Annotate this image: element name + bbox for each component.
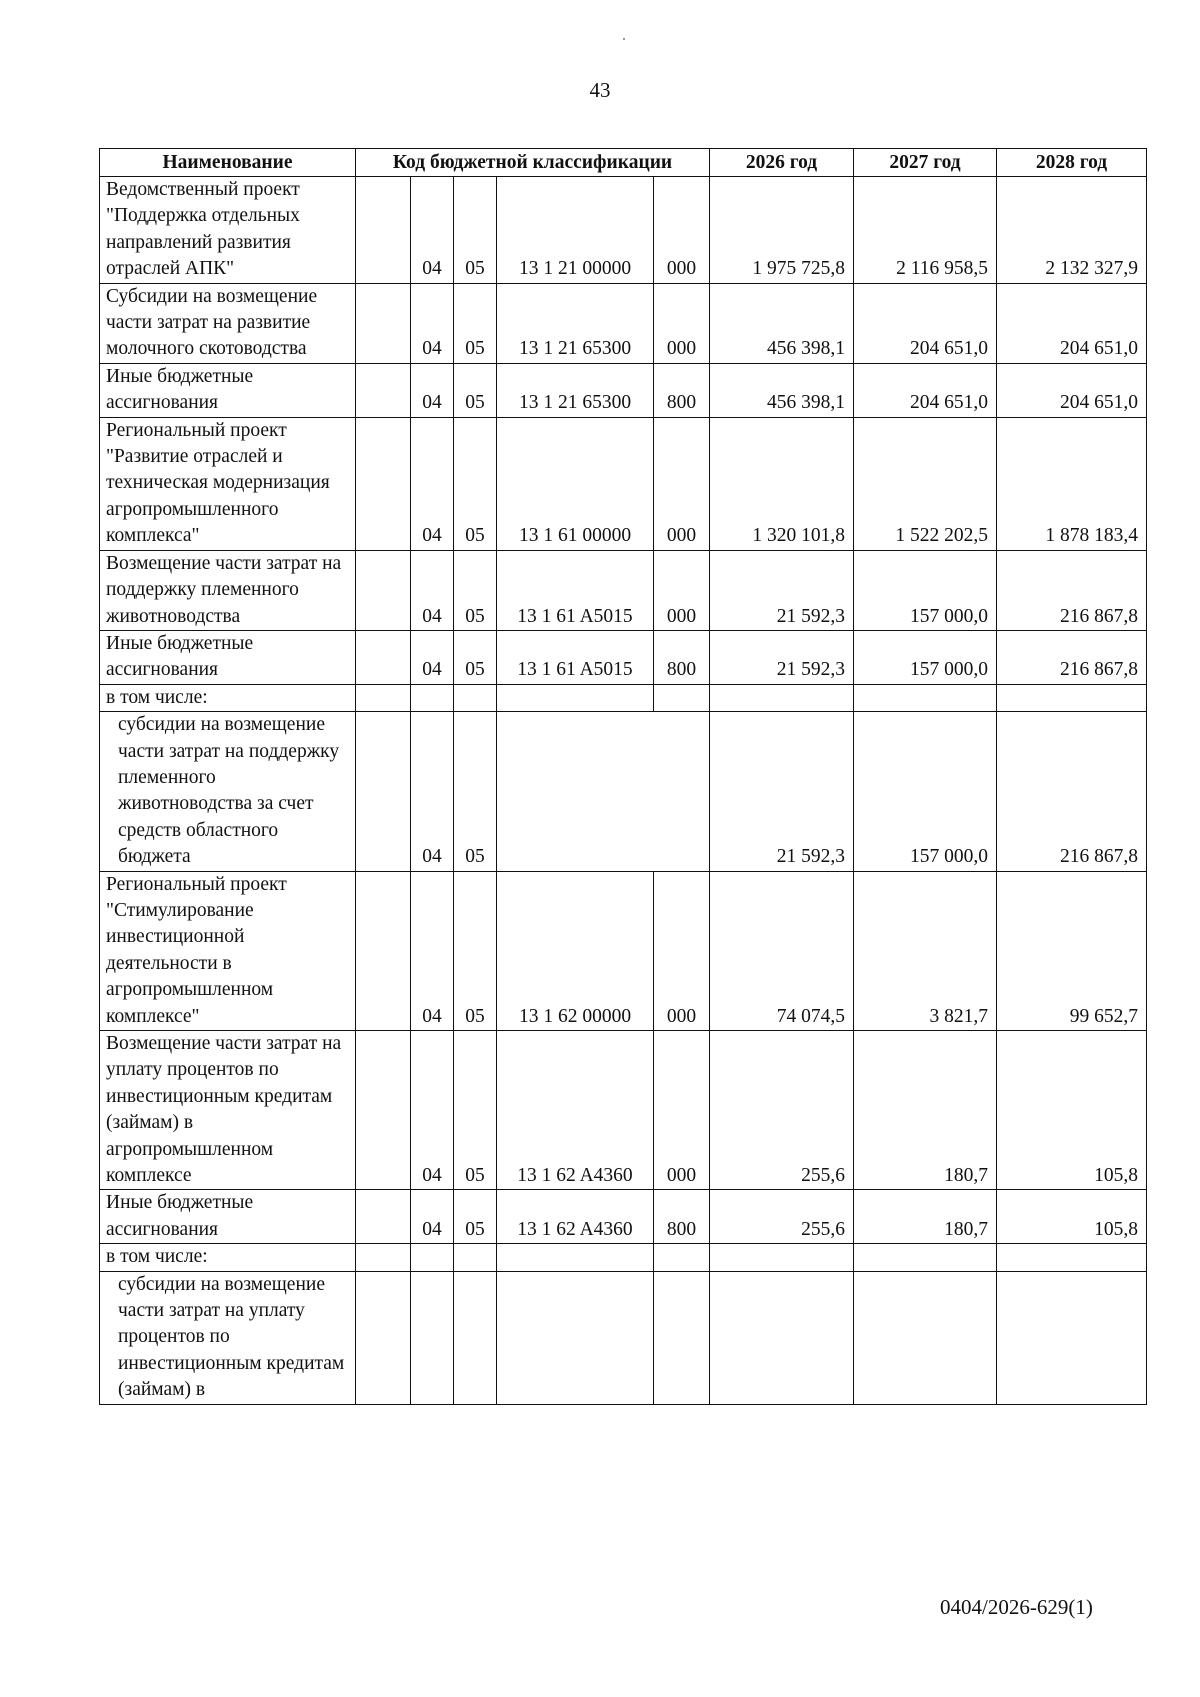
code-expense-type bbox=[654, 1244, 710, 1271]
value-2028: 2 132 327,9 bbox=[997, 177, 1147, 284]
value-2026 bbox=[710, 1271, 854, 1404]
code-target-article bbox=[497, 1271, 654, 1404]
code-expense-type bbox=[654, 1271, 710, 1404]
table-row bbox=[100, 712, 1147, 871]
row-name: в том числе: bbox=[100, 1244, 356, 1271]
value-2028: 216 867,8 bbox=[997, 550, 1147, 630]
table-row bbox=[100, 417, 1147, 550]
code-section: 04 bbox=[411, 363, 454, 417]
value-2026: 1 975 725,8 bbox=[710, 177, 854, 284]
empty-code-cell bbox=[356, 1190, 411, 1244]
code-target-article: 13 1 62 A4360 bbox=[497, 1031, 654, 1190]
header-2028: 2028 год bbox=[997, 149, 1147, 177]
table-row bbox=[100, 630, 1147, 684]
code-expense-type: 000 bbox=[654, 550, 710, 630]
page-number: 43 bbox=[589, 78, 611, 102]
value-2028: 1 878 183,4 bbox=[997, 417, 1147, 550]
header-2027: 2027 год bbox=[854, 149, 997, 177]
value-2028: 216 867,8 bbox=[997, 630, 1147, 684]
row-name: субсидии на возмещение части затрат на поддержку племенного животноводства за счет средств областного бюджета bbox=[100, 712, 356, 871]
code-subsection: 05 bbox=[454, 1031, 497, 1190]
code-expense-type: 000 bbox=[654, 871, 710, 1030]
code-subsection: 05 bbox=[454, 417, 497, 550]
value-2028: 216 867,8 bbox=[997, 712, 1147, 871]
scan-speck bbox=[623, 38, 625, 40]
empty-code-cell bbox=[356, 417, 411, 550]
code-target-article bbox=[497, 1244, 654, 1271]
header-2026: 2026 год bbox=[710, 149, 854, 177]
code-expense-type: 000 bbox=[654, 1031, 710, 1190]
code-section: 04 bbox=[411, 630, 454, 684]
code-section: 04 bbox=[411, 1190, 454, 1244]
empty-code-cell bbox=[356, 177, 411, 284]
value-2027 bbox=[854, 684, 997, 711]
code-expense-type: 800 bbox=[654, 630, 710, 684]
code-subsection: 05 bbox=[454, 177, 497, 284]
code-expense-type bbox=[654, 684, 710, 711]
value-2027 bbox=[854, 1244, 997, 1271]
code-section: 04 bbox=[411, 283, 454, 363]
value-2027: 157 000,0 bbox=[854, 630, 997, 684]
empty-code-cell bbox=[356, 630, 411, 684]
table-row bbox=[100, 1244, 1147, 1271]
row-name: Субсидии на возмещение части затрат на развитие молочного скотоводства bbox=[100, 283, 356, 363]
code-subsection: 05 bbox=[454, 363, 497, 417]
value-2028: 105,8 bbox=[997, 1031, 1147, 1190]
value-2026: 456 398,1 bbox=[710, 363, 854, 417]
code-target-article: 13 1 62 00000 bbox=[497, 871, 654, 1030]
value-2026: 21 592,3 bbox=[710, 712, 854, 871]
code-target-article bbox=[497, 684, 654, 711]
table-row bbox=[100, 363, 1147, 417]
header-name: Наименование bbox=[100, 149, 356, 177]
value-2026: 21 592,3 bbox=[710, 630, 854, 684]
value-2027: 157 000,0 bbox=[854, 550, 997, 630]
table-body bbox=[100, 177, 1147, 1405]
row-name: Возмещение части затрат на уплату процентов по инвестиционным кредитам (займам) в агропромышленном комплексе bbox=[100, 1031, 356, 1190]
value-2028: 204 651,0 bbox=[997, 363, 1147, 417]
empty-code-cell bbox=[356, 684, 411, 711]
code-target-article: 13 1 21 00000 bbox=[497, 177, 654, 284]
code-target-article: 13 1 61 00000 bbox=[497, 417, 654, 550]
code-subsection: 05 bbox=[454, 550, 497, 630]
code-section: 04 bbox=[411, 871, 454, 1030]
code-section bbox=[411, 684, 454, 711]
code-section: 04 bbox=[411, 1031, 454, 1190]
value-2027: 2 116 958,5 bbox=[854, 177, 997, 284]
value-2026: 456 398,1 bbox=[710, 283, 854, 363]
row-name: Возмещение части затрат на поддержку племенного животноводства bbox=[100, 550, 356, 630]
table-row bbox=[100, 1031, 1147, 1190]
table-row bbox=[100, 684, 1147, 711]
row-name: Региональный проект "Стимулирование инвестиционной деятельности в агропромышленном комплексе" bbox=[100, 871, 356, 1030]
value-2028 bbox=[997, 684, 1147, 711]
value-2027: 1 522 202,5 bbox=[854, 417, 997, 550]
document-id: 0404/2026-629(1) bbox=[940, 1595, 1093, 1619]
empty-code-cell bbox=[356, 550, 411, 630]
empty-code-cell bbox=[356, 1031, 411, 1190]
value-2026 bbox=[710, 684, 854, 711]
code-subsection: 05 bbox=[454, 871, 497, 1030]
table-header-row bbox=[100, 149, 1147, 177]
code-target-article: 13 1 21 65300 bbox=[497, 283, 654, 363]
value-2028: 99 652,7 bbox=[997, 871, 1147, 1030]
code-section: 04 bbox=[411, 417, 454, 550]
empty-code-cell bbox=[356, 712, 411, 871]
value-2026: 255,6 bbox=[710, 1190, 854, 1244]
code-section bbox=[411, 1244, 454, 1271]
table-row bbox=[100, 1190, 1147, 1244]
code-subsection: 05 bbox=[454, 1190, 497, 1244]
row-name: Иные бюджетные ассигнования bbox=[100, 1190, 356, 1244]
code-target-article bbox=[497, 712, 710, 871]
code-expense-type: 000 bbox=[654, 283, 710, 363]
table-row bbox=[100, 871, 1147, 1030]
table-row bbox=[100, 283, 1147, 363]
code-section: 04 bbox=[411, 550, 454, 630]
value-2028 bbox=[997, 1271, 1147, 1404]
code-section: 04 bbox=[411, 712, 454, 871]
value-2027 bbox=[854, 1271, 997, 1404]
empty-code-cell bbox=[356, 283, 411, 363]
code-subsection bbox=[454, 1271, 497, 1404]
table-row bbox=[100, 550, 1147, 630]
code-target-article: 13 1 61 A5015 bbox=[497, 550, 654, 630]
code-expense-type: 000 bbox=[654, 177, 710, 284]
code-subsection bbox=[454, 1244, 497, 1271]
code-subsection: 05 bbox=[454, 283, 497, 363]
code-section: 04 bbox=[411, 177, 454, 284]
empty-code-cell bbox=[356, 1244, 411, 1271]
value-2026: 255,6 bbox=[710, 1031, 854, 1190]
row-name: в том числе: bbox=[100, 684, 356, 711]
code-section bbox=[411, 1271, 454, 1404]
value-2027: 204 651,0 bbox=[854, 363, 997, 417]
row-name: субсидии на возмещение части затрат на уплату процентов по инвестиционным кредитам (займам) в bbox=[100, 1271, 356, 1404]
budget-table bbox=[99, 148, 1147, 1405]
row-name: Иные бюджетные ассигнования bbox=[100, 363, 356, 417]
value-2026: 1 320 101,8 bbox=[710, 417, 854, 550]
value-2026: 74 074,5 bbox=[710, 871, 854, 1030]
code-expense-type: 800 bbox=[654, 1190, 710, 1244]
code-expense-type: 000 bbox=[654, 417, 710, 550]
value-2027: 157 000,0 bbox=[854, 712, 997, 871]
code-subsection bbox=[454, 684, 497, 711]
value-2028 bbox=[997, 1244, 1147, 1271]
value-2027: 3 821,7 bbox=[854, 871, 997, 1030]
empty-code-cell bbox=[356, 1271, 411, 1404]
row-name: Иные бюджетные ассигнования bbox=[100, 630, 356, 684]
code-target-article: 13 1 61 A5015 bbox=[497, 630, 654, 684]
code-target-article: 13 1 21 65300 bbox=[497, 363, 654, 417]
value-2028: 105,8 bbox=[997, 1190, 1147, 1244]
value-2027: 180,7 bbox=[854, 1190, 997, 1244]
empty-code-cell bbox=[356, 871, 411, 1030]
row-name: Ведомственный проект "Поддержка отдельных направлений развития отраслей АПК" bbox=[100, 177, 356, 284]
row-name: Региональный проект "Развитие отраслей и техническая модернизация агропромышленного комплекса" bbox=[100, 417, 356, 550]
value-2027: 204 651,0 bbox=[854, 283, 997, 363]
code-subsection: 05 bbox=[454, 630, 497, 684]
code-target-article: 13 1 62 A4360 bbox=[497, 1190, 654, 1244]
value-2028: 204 651,0 bbox=[997, 283, 1147, 363]
value-2026: 21 592,3 bbox=[710, 550, 854, 630]
table-row bbox=[100, 1271, 1147, 1404]
code-subsection: 05 bbox=[454, 712, 497, 871]
value-2027: 180,7 bbox=[854, 1031, 997, 1190]
header-code: Код бюджетной классификации bbox=[356, 149, 710, 177]
table-row bbox=[100, 177, 1147, 284]
empty-code-cell bbox=[356, 363, 411, 417]
code-expense-type: 800 bbox=[654, 363, 710, 417]
value-2026 bbox=[710, 1244, 854, 1271]
